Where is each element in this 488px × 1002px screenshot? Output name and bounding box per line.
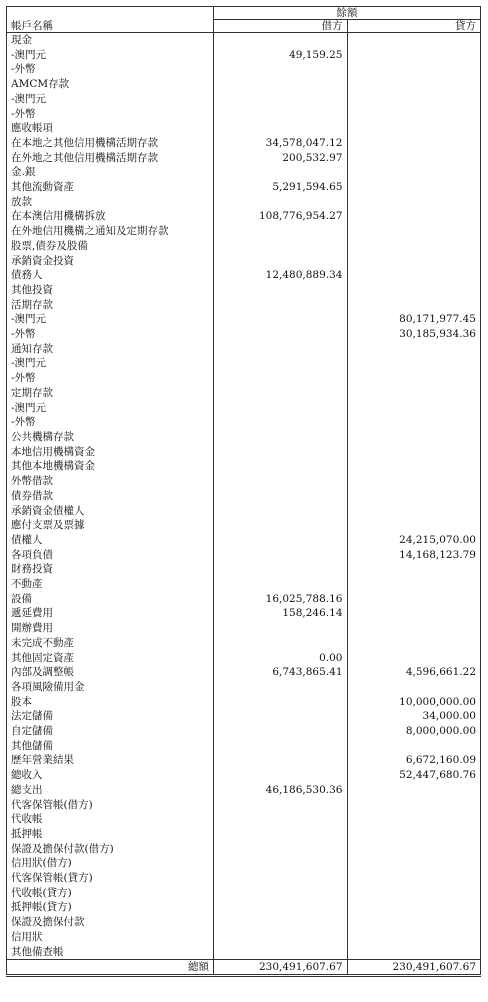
debit-value (214, 342, 348, 357)
table-row (7, 151, 481, 166)
table-row (7, 401, 481, 416)
table-row (7, 180, 481, 195)
debit-value (214, 548, 348, 563)
account-name: 定期存款 (7, 386, 214, 401)
debit-value (214, 239, 348, 254)
table-row (7, 533, 481, 548)
account-name: 總支出 (7, 783, 214, 798)
table-row (7, 665, 481, 680)
debit-value (214, 753, 348, 768)
table-row (7, 33, 481, 48)
debit-value (214, 254, 348, 269)
account-name: 抵押帳 (7, 827, 214, 842)
table-row (7, 724, 481, 739)
account-name: 活期存款 (7, 298, 214, 313)
table-row (7, 783, 481, 798)
credit-value (347, 62, 481, 77)
debit-value (214, 636, 348, 651)
table-row (7, 386, 481, 401)
credit-value (347, 651, 481, 666)
credit-value (347, 33, 481, 48)
debit-value: 158,246.14 (214, 606, 348, 621)
credit-value (347, 268, 481, 283)
debit-value (214, 871, 348, 886)
credit-value (347, 459, 481, 474)
debit-value (214, 827, 348, 842)
debit-value (214, 371, 348, 386)
credit-value (347, 92, 481, 107)
credit-value (347, 945, 481, 960)
table-row (7, 327, 481, 342)
credit-value: 80,171,977.45 (347, 312, 481, 327)
table-row (7, 92, 481, 107)
table-row (7, 709, 481, 724)
credit-value (347, 415, 481, 430)
account-name: 股票,債券及股備 (7, 239, 214, 254)
credit-value (347, 209, 481, 224)
table-body (7, 33, 481, 960)
table-row (7, 504, 481, 519)
debit-value (214, 459, 348, 474)
account-name: 金.銀 (7, 165, 214, 180)
credit-value (347, 798, 481, 813)
credit-value (347, 356, 481, 371)
debit-value (214, 856, 348, 871)
table-row (7, 474, 481, 489)
credit-value (347, 445, 481, 460)
debit-value (214, 900, 348, 915)
credit-value (347, 342, 481, 357)
account-name: 債權人 (7, 533, 214, 548)
table-row (7, 518, 481, 533)
account-name: 代客保管帳(貸方) (7, 871, 214, 886)
account-name: 在本澳信用機構拆放 (7, 209, 214, 224)
account-name: 外幣借款 (7, 474, 214, 489)
credit-value (347, 254, 481, 269)
credit-value (347, 577, 481, 592)
credit-value (347, 900, 481, 915)
account-name: -外幣 (7, 371, 214, 386)
table-row (7, 239, 481, 254)
account-name: AMCM存款 (7, 77, 214, 92)
debit-value (214, 577, 348, 592)
table-row (7, 459, 481, 474)
credit-value (347, 562, 481, 577)
credit-value (347, 77, 481, 92)
account-name: 其他固定資產 (7, 651, 214, 666)
credit-value (347, 136, 481, 151)
table-row (7, 254, 481, 269)
account-name: 信用狀(借方) (7, 856, 214, 871)
credit-value (347, 827, 481, 842)
account-name: 各項風險備用金 (7, 680, 214, 695)
table-row (7, 768, 481, 783)
debit-value (214, 33, 348, 48)
credit-value (347, 224, 481, 239)
account-name: 不動產 (7, 577, 214, 592)
account-name: 承銷資金投資 (7, 254, 214, 269)
debit-value (214, 930, 348, 945)
header-blank (7, 7, 214, 20)
credit-value (347, 151, 481, 166)
table-row (7, 812, 481, 827)
account-name: -澳門元 (7, 401, 214, 416)
credit-value (347, 180, 481, 195)
account-name: 在外地之其他信用機構活期存款 (7, 151, 214, 166)
debit-value: 0.00 (214, 651, 348, 666)
credit-value (347, 812, 481, 827)
totals-debit: 230,491,607.67 (214, 960, 348, 976)
table-row (7, 165, 481, 180)
table-row (7, 577, 481, 592)
account-name: 本地信用機構資金 (7, 445, 214, 460)
header-balance: 餘額 (214, 7, 481, 20)
debit-value (214, 504, 348, 519)
debit-value (214, 798, 348, 813)
credit-value: 8,000,000.00 (347, 724, 481, 739)
debit-value (214, 312, 348, 327)
table-row (7, 680, 481, 695)
credit-value (347, 783, 481, 798)
debit-value: 6,743,865.41 (214, 665, 348, 680)
table-row (7, 886, 481, 901)
account-name: 遞延費用 (7, 606, 214, 621)
account-name: 保證及擔保付款(借方) (7, 842, 214, 857)
account-name: 抵押帳(貸方) (7, 900, 214, 915)
table-row (7, 871, 481, 886)
debit-value (214, 224, 348, 239)
account-name: 總收入 (7, 768, 214, 783)
credit-value (347, 386, 481, 401)
table-row (7, 195, 481, 210)
credit-value (347, 121, 481, 136)
table-row (7, 107, 481, 122)
table-row (7, 48, 481, 63)
debit-value (214, 283, 348, 298)
credit-value (347, 886, 481, 901)
header-account-name: 帳戶名稱 (7, 20, 214, 33)
table-row (7, 224, 481, 239)
account-name: -外幣 (7, 62, 214, 77)
account-name: -外幣 (7, 107, 214, 122)
debit-value (214, 356, 348, 371)
debit-value (214, 562, 348, 577)
account-name: -澳門元 (7, 92, 214, 107)
debit-value: 200,532.97 (214, 151, 348, 166)
table-row (7, 489, 481, 504)
account-name: 代收帳(貸方) (7, 886, 214, 901)
account-name: 代客保管帳(借方) (7, 798, 214, 813)
table-row (7, 621, 481, 636)
totals-label: 總額 (7, 960, 214, 976)
credit-value: 6,672,160.09 (347, 753, 481, 768)
credit-value (347, 195, 481, 210)
header-credit: 貸方 (347, 20, 481, 33)
table-row (7, 342, 481, 357)
table-row (7, 121, 481, 136)
debit-value (214, 695, 348, 710)
credit-value (347, 680, 481, 695)
account-name: 開辦費用 (7, 621, 214, 636)
table-row (7, 77, 481, 92)
table-row (7, 856, 481, 871)
account-name: 保證及擔保付款 (7, 915, 214, 930)
credit-value: 24,215,070.00 (347, 533, 481, 548)
account-name: 放款 (7, 195, 214, 210)
credit-value (347, 842, 481, 857)
credit-value (347, 430, 481, 445)
table-row (7, 827, 481, 842)
debit-value (214, 739, 348, 754)
table-row (7, 930, 481, 945)
account-name: -外幣 (7, 415, 214, 430)
account-name: 自定儲備 (7, 724, 214, 739)
account-name: 財務投資 (7, 562, 214, 577)
debit-value (214, 812, 348, 827)
account-name: 公共機構存款 (7, 430, 214, 445)
debit-value (214, 401, 348, 416)
account-name: 應付支票及票據 (7, 518, 214, 533)
table-row (7, 548, 481, 563)
table-row (7, 842, 481, 857)
debit-value (214, 415, 348, 430)
balance-table (6, 6, 481, 977)
credit-value (347, 401, 481, 416)
account-name: 法定儲備 (7, 709, 214, 724)
totals-credit: 230,491,607.67 (347, 960, 481, 976)
account-name: -澳門元 (7, 48, 214, 63)
debit-value (214, 709, 348, 724)
table-row (7, 915, 481, 930)
table-row (7, 798, 481, 813)
credit-value (347, 371, 481, 386)
account-name: 設備 (7, 592, 214, 607)
credit-value (347, 621, 481, 636)
credit-value: 4,596,661.22 (347, 665, 481, 680)
credit-value (347, 165, 481, 180)
credit-value (347, 48, 481, 63)
credit-value (347, 298, 481, 313)
debit-value (214, 165, 348, 180)
table-row (7, 209, 481, 224)
debit-value (214, 621, 348, 636)
table-row (7, 606, 481, 621)
table-row (7, 430, 481, 445)
table-row (7, 312, 481, 327)
credit-value (347, 739, 481, 754)
debit-value (214, 298, 348, 313)
table-row (7, 562, 481, 577)
table-row (7, 62, 481, 77)
account-name: 債務人 (7, 268, 214, 283)
credit-value: 14,168,123.79 (347, 548, 481, 563)
debit-value (214, 107, 348, 122)
debit-value (214, 430, 348, 445)
debit-value (214, 945, 348, 960)
credit-value (347, 915, 481, 930)
table-row (7, 136, 481, 151)
table-row (7, 283, 481, 298)
account-name: 承銷資金債權人 (7, 504, 214, 519)
table-row (7, 636, 481, 651)
account-name: 通知存款 (7, 342, 214, 357)
table-row (7, 695, 481, 710)
account-name: 未完成不動產 (7, 636, 214, 651)
account-name: 股本 (7, 695, 214, 710)
account-name: 信用狀 (7, 930, 214, 945)
account-name: 其他投資 (7, 283, 214, 298)
credit-value (347, 930, 481, 945)
table-row (7, 739, 481, 754)
debit-value: 108,776,954.27 (214, 209, 348, 224)
credit-value (347, 239, 481, 254)
debit-value (214, 886, 348, 901)
account-name: 各項負債 (7, 548, 214, 563)
account-name: 債券借款 (7, 489, 214, 504)
debit-value: 34,578,047.12 (214, 136, 348, 151)
debit-value (214, 92, 348, 107)
debit-value (214, 518, 348, 533)
credit-value (347, 474, 481, 489)
credit-value: 30,185,934.36 (347, 327, 481, 342)
debit-value (214, 327, 348, 342)
credit-value: 34,000.00 (347, 709, 481, 724)
credit-value (347, 606, 481, 621)
account-name: 現金 (7, 33, 214, 48)
debit-value: 16,025,788.16 (214, 592, 348, 607)
account-name: -澳門元 (7, 356, 214, 371)
table-row (7, 592, 481, 607)
account-name: 應收帳項 (7, 121, 214, 136)
debit-value (214, 77, 348, 92)
account-name: -外幣 (7, 327, 214, 342)
account-name: 歷年營業結果 (7, 753, 214, 768)
debit-value (214, 445, 348, 460)
credit-value: 10,000,000.00 (347, 695, 481, 710)
header-debit: 借方 (214, 20, 348, 33)
account-name: 在本地之其他信用機構活期存款 (7, 136, 214, 151)
debit-value (214, 386, 348, 401)
account-name: 代收帳 (7, 812, 214, 827)
credit-value (347, 489, 481, 504)
credit-value (347, 856, 481, 871)
debit-value (214, 680, 348, 695)
account-name: 其他流動資產 (7, 180, 214, 195)
debit-value (214, 62, 348, 77)
account-name: 其他備查帳 (7, 945, 214, 960)
table-row (7, 753, 481, 768)
debit-value (214, 724, 348, 739)
debit-value (214, 915, 348, 930)
debit-value: 5,291,594.65 (214, 180, 348, 195)
credit-value (347, 504, 481, 519)
credit-value (347, 518, 481, 533)
table-row (7, 445, 481, 460)
account-name: 在外地信用機構之通知及定期存款 (7, 224, 214, 239)
credit-value: 52,447,680.76 (347, 768, 481, 783)
credit-value (347, 283, 481, 298)
credit-value (347, 592, 481, 607)
table-row (7, 415, 481, 430)
debit-value (214, 121, 348, 136)
table-row (7, 371, 481, 386)
table-row (7, 651, 481, 666)
table-row (7, 298, 481, 313)
table-row (7, 900, 481, 915)
debit-value (214, 842, 348, 857)
table-row (7, 945, 481, 960)
account-name: 其他本地機構資金 (7, 459, 214, 474)
debit-value (214, 533, 348, 548)
credit-value (347, 107, 481, 122)
credit-value (347, 871, 481, 886)
table-row (7, 268, 481, 283)
account-name: 其他儲備 (7, 739, 214, 754)
credit-value (347, 636, 481, 651)
table-row (7, 356, 481, 371)
debit-value (214, 195, 348, 210)
debit-value (214, 474, 348, 489)
account-name: 內部及調整帳 (7, 665, 214, 680)
totals-row (7, 960, 481, 976)
debit-value: 49,159.25 (214, 48, 348, 63)
account-name: -澳門元 (7, 312, 214, 327)
debit-value (214, 768, 348, 783)
debit-value (214, 489, 348, 504)
debit-value: 12,480,889.34 (214, 268, 348, 283)
debit-value: 46,186,530.36 (214, 783, 348, 798)
